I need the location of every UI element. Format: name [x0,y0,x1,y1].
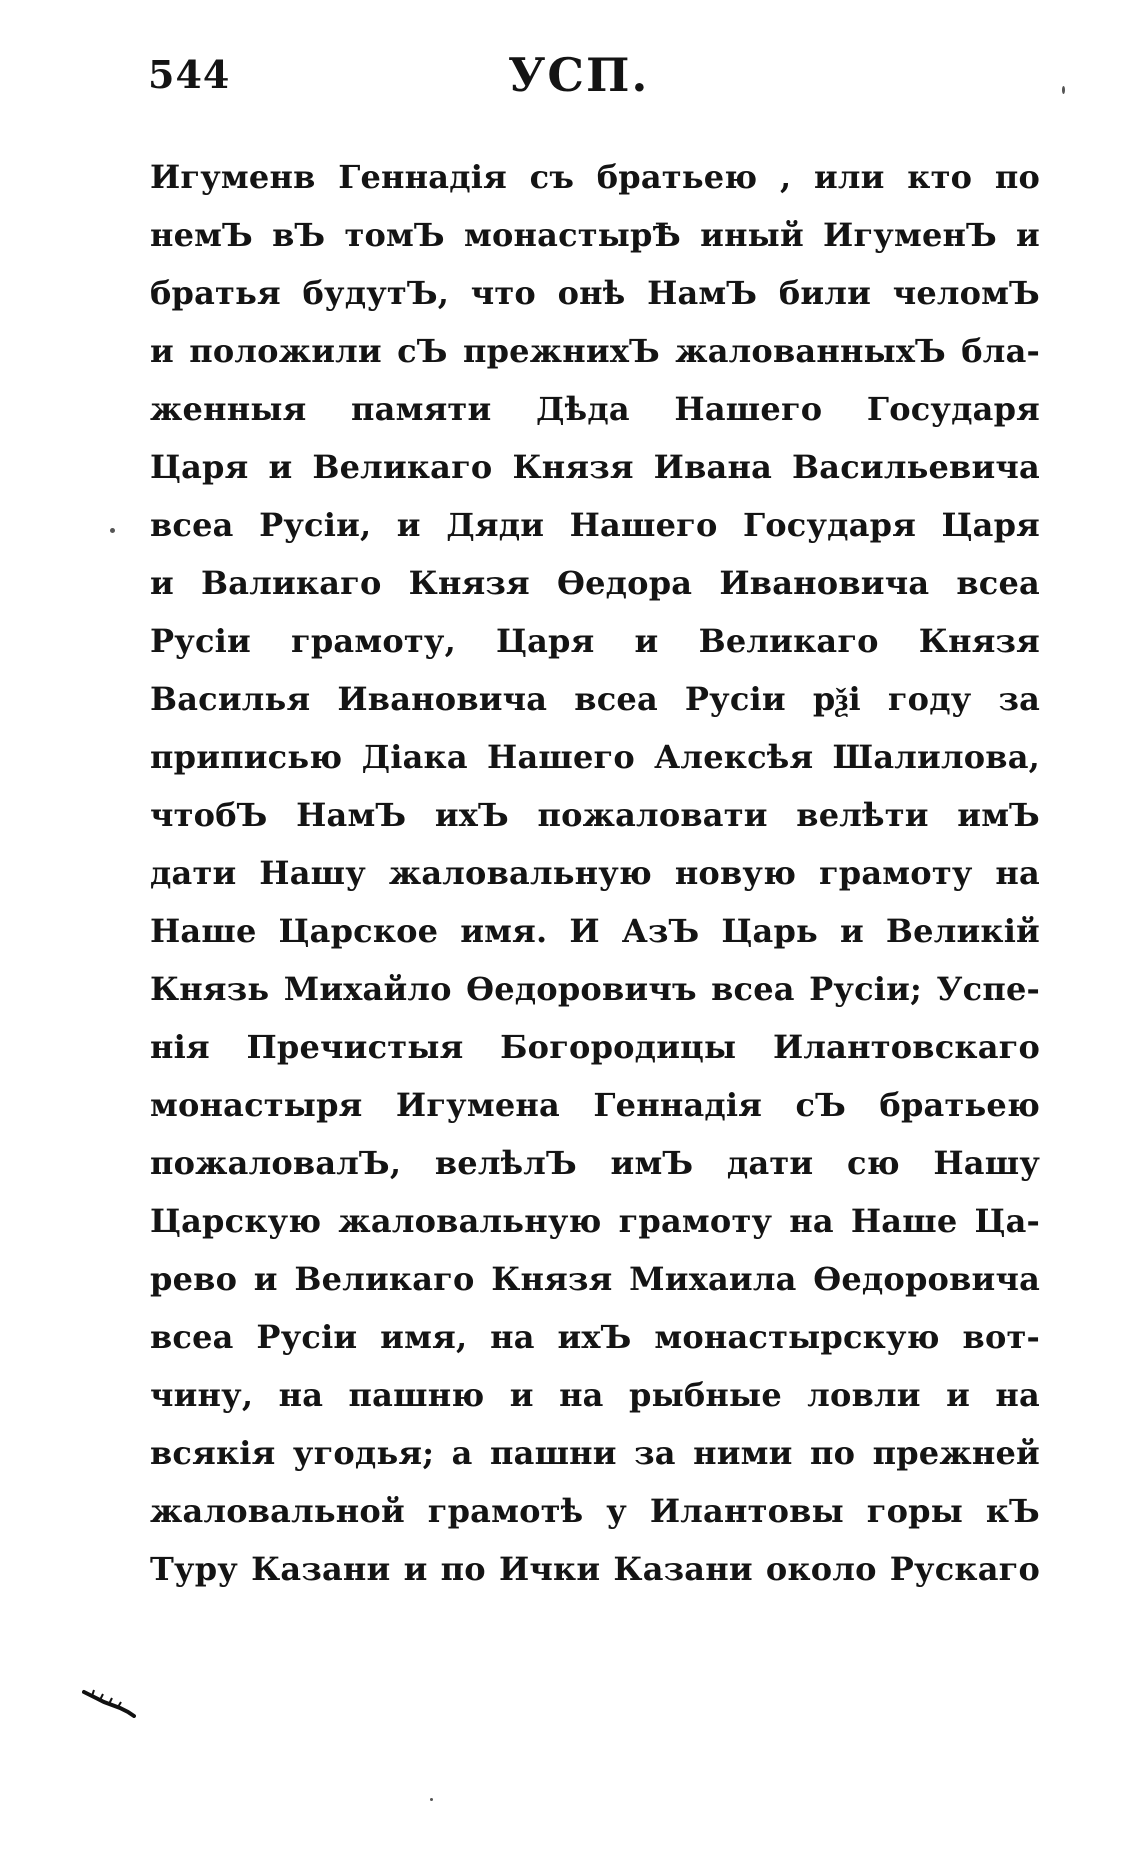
ink-speck [1062,86,1065,94]
text-line: нія Пречистыя Богородицы Илантовскаго [150,1028,1040,1066]
text-line: монастыря Игумена Геннадія сЪ братьею [150,1086,1040,1124]
text-line: пожаловалЪ, велѣлЪ имЪ дати сю Нашу [150,1144,1040,1182]
text-line: чину, на пашню и на рыбные ловли и на [150,1376,1040,1414]
ink-mark [82,1688,136,1718]
text-line: и положили сЪ прежнихЪ жалованныхЪ бла- [150,332,1040,370]
text-line: женныя памяти Дѣда Нашего Государя [150,390,1040,428]
text-line: Царя и Великаго Князя Ивана Васильевича [150,448,1040,486]
text-line: всякія угодья; а пашни за ними по прежней [150,1434,1040,1472]
body-text [150,148,1040,1598]
text-line: дати Нашу жаловальную новую грамоту на [150,854,1040,892]
ink-speck [110,528,115,533]
page-number: 544 [148,52,231,97]
text-line: и Валикаго Князя Өедора Ивановича всеа [150,564,1040,602]
text-line: всеа Русіи имя, на ихЪ монастырскую вот- [150,1318,1040,1356]
text-line: чтобЪ НамЪ ихЪ пожаловати велѣти имЪ [150,796,1040,834]
text-line: всеа Русіи, и Дяди Нашего Государя Царя [150,506,1040,544]
text-line: Русіи грамоту, Царя и Великаго Князя [150,622,1040,660]
text-line: немЪ вЪ томЪ монастырѢ иный ИгуменЪ и [150,216,1040,254]
text-line: братья будутЪ, что онѣ НамЪ били челомЪ [150,274,1040,312]
page-header [148,48,1044,116]
ink-speck [430,1798,433,1801]
text-line: Туру Казани и по Ички Казани около Рускаго [150,1550,1040,1588]
text-line: приписью Діака Нашего Алексѣя Шалилова, [150,738,1040,776]
text-line: рево и Великаго Князя Михаила Өедоровича [150,1260,1040,1298]
text-line: Наше Царское имя. И АзЪ Царь и Великій [150,912,1040,950]
text-line: Василья Ивановича всеа Русіи рѯі году за [150,680,1040,718]
text-line: Игуменв Геннадія съ братьею , или кто по [150,158,1040,196]
running-head: УСП. [508,48,650,102]
text-line: Царскую жаловальную грамоту на Наше Ца- [150,1202,1040,1240]
text-line: жаловальной грамотѣ у Илантовы горы кЪ [150,1492,1040,1530]
text-line: Князь Михайло Өедоровичъ всеа Русіи; Успе- [150,970,1040,1008]
